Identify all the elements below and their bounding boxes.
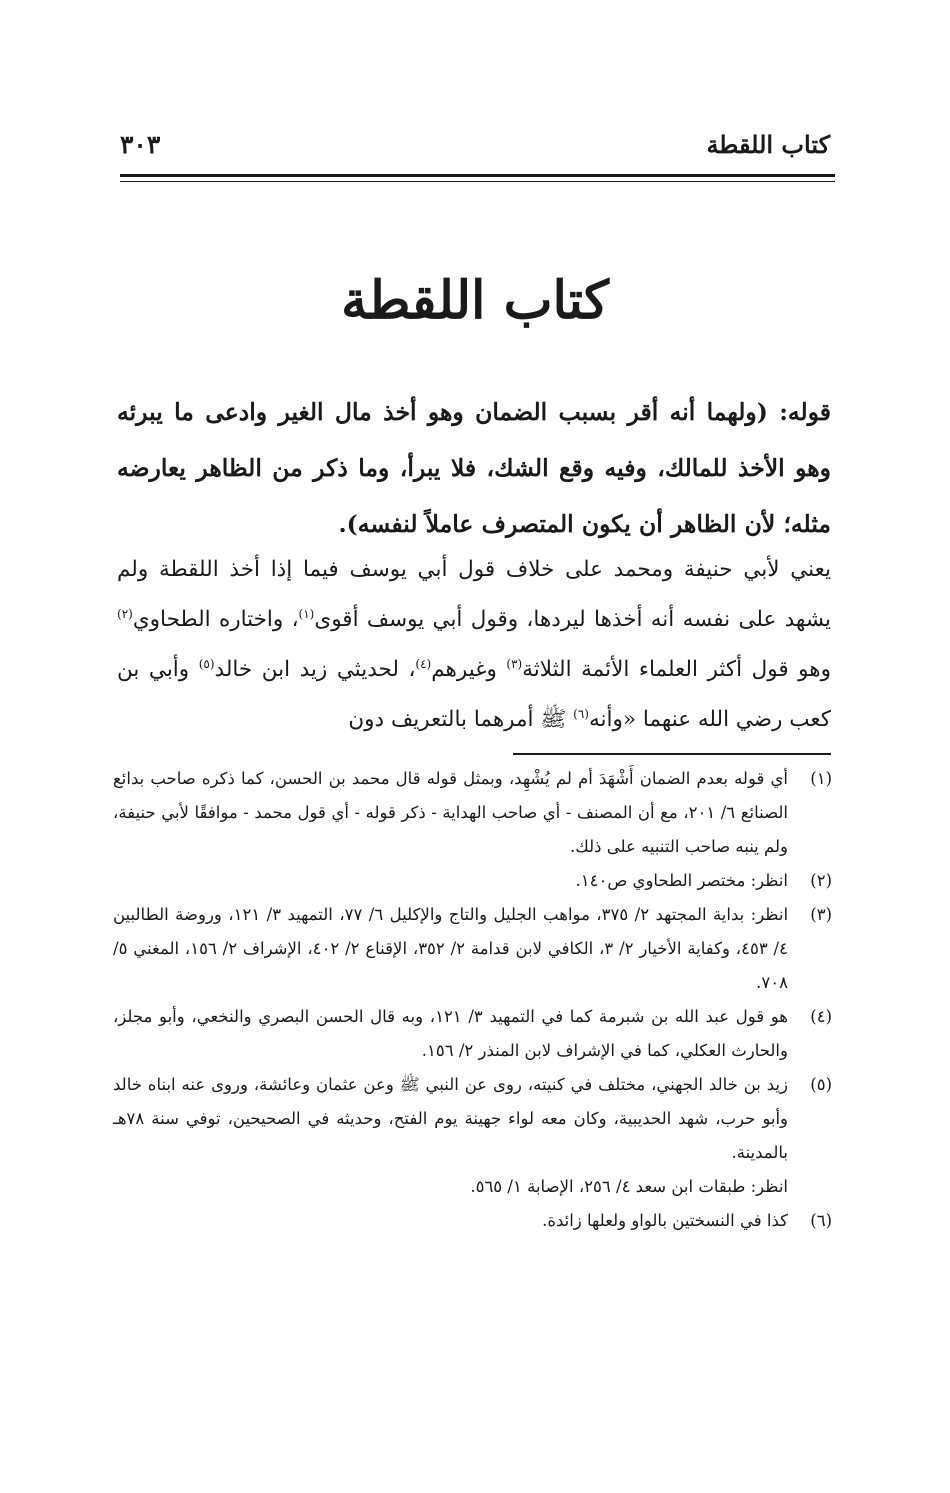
footnote-number: (٤)	[810, 1007, 832, 1026]
footnote-5	[113, 1068, 832, 1170]
quote-text: ولهما أنه أقر بسبب الضمان وهو أخذ مال الغير وادعى ما يبرئه وهو الأخذ للمالك، وفيه وقع الشك، فلا يبرأ، وما ذكر من الظاهر يعارضه مثله؛ لأن الظاهر أن يكون المتصرف عاملاً لنفسه	[117, 398, 831, 538]
footnote-number: (٢)	[810, 871, 832, 890]
footnote-separator	[513, 753, 831, 755]
footnote-2	[113, 864, 832, 898]
footnote-5-reference: انظر: طبقات ابن سعد ٤/ ٢٥٦، الإصابة ١/ ٥٦٥.	[470, 1177, 788, 1196]
chapter-title: كتاب اللقطة	[341, 270, 609, 331]
page-number: ٣٠٣	[120, 130, 161, 159]
footnote-text: أي قوله بعدم الضمان أَشْهَدَ أم لم يُشْهِد، وبمثل قوله قال محمد بن الحسن، كما ذكره صاحب بدائع الصنائع ٦/ ٢٠١، مع أن المصنف - أي صاحب الهداية - ذكر قوله - أي قول محمد - موافقًا لأبي حنيفة، ولم ينبه صاحب التنبيه على ذلك.	[113, 769, 788, 856]
quote-outro: ).	[338, 510, 358, 538]
footnote-ref: (٣)	[506, 656, 523, 671]
footnote-number: (٦)	[810, 1211, 832, 1230]
commentary-text: وأبي بن كعب رضي الله عنهما «وأنه	[117, 657, 831, 732]
footnote-6	[113, 1204, 832, 1238]
footnote-ref: (٥)	[198, 656, 215, 671]
footnote-number: (٣)	[810, 905, 832, 924]
footnote-1	[113, 762, 832, 864]
commentary-paragraph	[117, 545, 831, 745]
footnote-ref: (٤)	[415, 656, 432, 671]
footnote-text: كذا في النسختين بالواو ولعلها زائدة.	[542, 1211, 788, 1230]
footnote-ref: (٢)	[117, 606, 133, 621]
header-rule-thick	[120, 174, 835, 177]
commentary-text: وهو قول أكثر العلماء الأئمة الثلاثة	[522, 657, 831, 682]
footnote-text: زيد بن خالد الجهني، مختلف في كنيته، روى عن النبي ﷺ وعن عثمان وعائشة، وروى عنه ابناه خالد وأبو حرب، شهد الحديبية، وكان معه لواء جهينة يوم الفتح، وحديثه في الصحيحين، توفي سنة ٧٨هـ بالمدينة.	[113, 1075, 788, 1162]
running-title: كتاب اللقطة	[706, 130, 830, 159]
footnote-ref: (٦)	[573, 706, 589, 721]
footnote-number: (٥)	[810, 1075, 832, 1094]
quoted-text	[117, 384, 831, 552]
footnote-text: انظر: بداية المجتهد ٢/ ٣٧٥، مواهب الجليل والتاج والإكليل ٦/ ٧٧، التمهيد ٣/ ١٢١، وروضة الطالبين ٤/ ٤٥٣، وكفاية الأخيار ٢/ ٣، الكافي لابن قدامة ٢/ ٣٥٢، الإقناع ٢/ ٤٠٢، الإشراف ٢/ ١٥٦، المغني ٥/ ٧٠٨.	[113, 905, 789, 992]
footnote-number: (١)	[810, 769, 832, 788]
footnote-text: هو قول عبد الله بن شبرمة كما في التمهيد ٣/ ١٢١، وبه قال الحسن البصري والنخعي، وأبو مجلز، والحارث العكلي، كما في الإشراف لابن المنذر ٢/ ١٥٦.	[113, 1007, 789, 1060]
quote-intro: قوله: (	[756, 398, 831, 426]
commentary-text: وغيرهم	[431, 657, 507, 682]
page-header	[120, 128, 830, 168]
footnote-4	[113, 1000, 832, 1068]
header-rule-thin	[120, 181, 835, 182]
footnote-ref: (١)	[298, 606, 315, 621]
commentary-text: يعني لأبي حنيفة ومحمد على خلاف قول أبي يوسف فيما إذا أخذ اللقطة ولم يشهد على نفسه أنه أخذها ليردها، وقول أبي يوسف أقوى	[117, 557, 831, 632]
commentary-text: ﷺ أمرهما بالتعريف دون	[348, 707, 574, 732]
commentary-text: ، لحديثي زيد ابن خالد	[214, 657, 416, 682]
footnotes	[113, 762, 832, 1238]
commentary-text: ، واختاره الطحاوي	[132, 607, 299, 632]
footnote-text: انظر: مختصر الطحاوي ص١٤٠.	[575, 871, 788, 890]
footnote-3	[113, 898, 832, 1000]
